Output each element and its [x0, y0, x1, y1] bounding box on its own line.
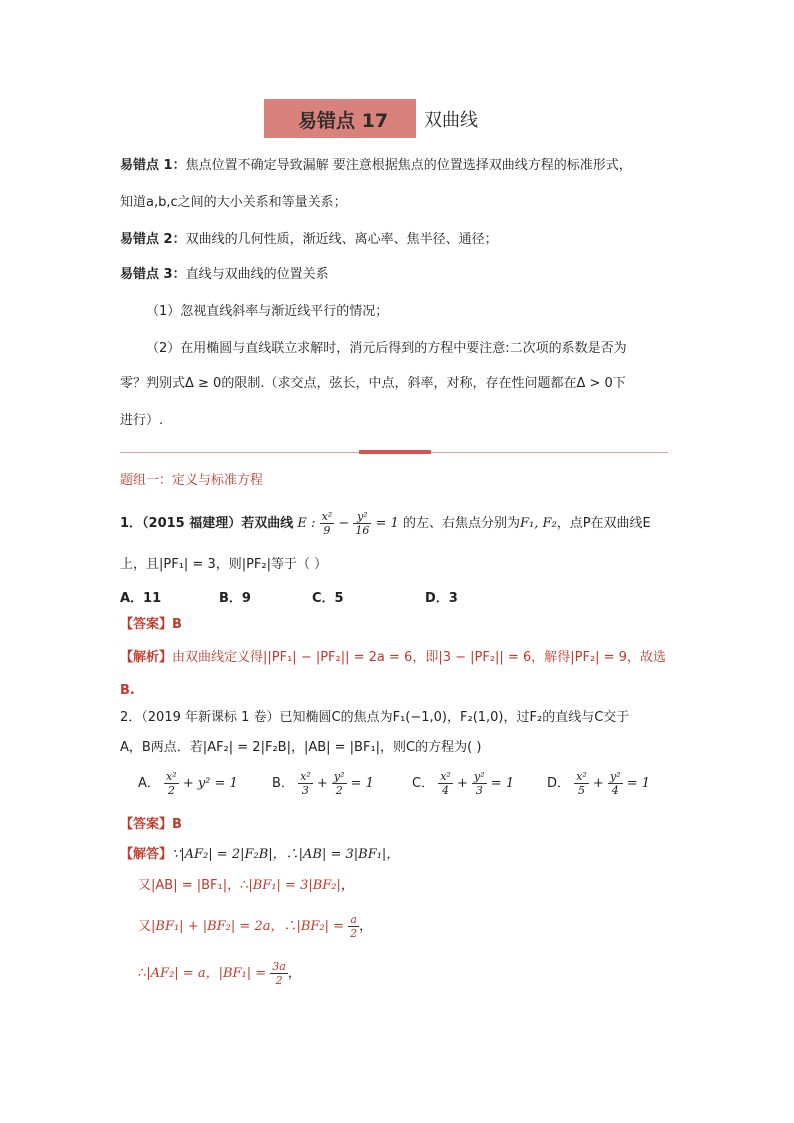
q1-frac-x-num: x² — [321, 510, 333, 523]
q1-foci: F₁, F₂ — [519, 516, 557, 531]
q1-option-a: A．11 — [120, 591, 162, 606]
q2-b-rest: = 1 — [350, 776, 374, 791]
q1-line1: 1．（2015 福建理）若双曲线 E : $\frac{\text{x²}}{9}$ − $\frac{\text{y²}}{16}$ = 1 的左、右焦点分别为F₁, F₂，点P在双曲线E — [120, 510, 651, 537]
q2-sol3-red: |BF₁| + |BF₂| = 2a，∴|BF₂| = — [151, 919, 345, 934]
intro-point-2 — [120, 232, 498, 248]
q1-mid: 的左、右焦点分别为 — [402, 516, 520, 531]
intro-point-1-line2: 知道a,b,c之间的大小关系和等量关系； — [120, 195, 347, 210]
q1-answer-label: 【答案】 — [120, 617, 173, 632]
group-heading: 题组一：定义与标准方程 — [120, 473, 264, 488]
q2-a-rest: + y² = 1 — [182, 776, 238, 791]
q1-eq-lhs: E : — [297, 516, 316, 531]
intro-point-3 — [120, 267, 329, 283]
q2-b-den1: 3 — [301, 784, 309, 797]
q2-b-den2: 2 — [335, 784, 343, 797]
point-3-sub-2a: （2）在用椭圆与直线联立求解时，消元后得到的方程中要注意:二次项的系数是否为 — [146, 341, 627, 356]
q1-frac-y-den: 16 — [355, 524, 370, 537]
q1-analysis-text: 由双曲线定义得||PF₁| − |PF₂|| = 2a = 6，即|3 − |PF₂|| = 6，解得|PF₂| = 9，故选 — [172, 650, 666, 665]
q2-d-den1: 5 — [577, 784, 585, 797]
q2-answer-label: 【答案】 — [120, 817, 173, 832]
q1-frac-x — [320, 510, 335, 537]
q2-answer — [120, 817, 182, 833]
q2-d-num2: y² — [609, 770, 621, 783]
q2-sol2-end: ， — [340, 878, 354, 893]
q2-c-num1: x² — [440, 770, 451, 783]
point-3-sub-2b: 零？判别式Δ ≥ 0的限制.（求交点，弦长，中点，斜率，对称，存在性问题都在Δ > 0下 — [120, 376, 626, 391]
point-3-text: 直线与双曲线的位置关系 — [185, 267, 329, 282]
q2-sol-line2 — [138, 878, 354, 894]
q2-a-num: x² — [166, 770, 177, 783]
q2-option-c-label: C． — [412, 776, 435, 791]
point-3-sub-2c: 进行）. — [120, 413, 164, 428]
q1-frac-y — [353, 510, 371, 537]
point-1-text: 焦点位置不确定导致漏解 要注意根据焦点的位置选择双曲线方程的标准形式， — [185, 158, 632, 173]
q2-sol4-end: ， — [287, 966, 301, 981]
q2-sol4-pre: ∴ — [138, 966, 147, 981]
q2-option-b-label: B． — [272, 776, 294, 791]
q2-d-rest: = 1 — [626, 776, 651, 791]
q2-c-rest: = 1 — [490, 776, 515, 791]
q2-answer-value: B — [172, 817, 182, 832]
q2-sol-line1 — [120, 847, 399, 863]
point-3-label: 易错点 3： — [120, 267, 186, 282]
q1-answer — [120, 617, 182, 633]
q1-frac-y-num: y² — [353, 510, 371, 524]
point-2-text: 双曲线的几何性质，渐近线、离心率、焦半径、通径； — [185, 232, 498, 247]
q2-sol3-end: ， — [359, 919, 373, 934]
point-3-sub-1: （1）忽视直线斜率与渐近线平行的情况； — [146, 304, 389, 319]
q2-option-b: B． $\frac{\text{x²}}{3}$ + $\frac{\text{y²}}{2}$ = 1 — [272, 770, 374, 797]
point-2-label: 易错点 2： — [120, 232, 186, 247]
q2-option-c: C． $\frac{\text{x²}}{4}$ + $\frac{\text{y²}}{3}$ = 1 — [412, 770, 515, 797]
q2-sol2-pre: 又|AB| = |BF₁|，∴ — [138, 878, 249, 893]
q2-a-den: 2 — [167, 784, 175, 797]
q2-c-den1: 4 — [442, 784, 450, 797]
q2-sol4-red: |AF₂| = a，|BF₁| = — [146, 966, 267, 981]
q1-option-c: C．5 — [312, 591, 344, 606]
q2-sol3-pre: 又 — [138, 919, 152, 934]
q1-answer-value: B — [172, 617, 182, 632]
q1-option-d: D．3 — [425, 591, 458, 606]
q2-sol1: ∵|AF₂| = 2|F₂B|，∴|AB| = 3|BF₁|， — [172, 847, 400, 862]
q2-line2: A，B两点．若|AF₂| = 2|F₂B|，|AB| = |BF₁|，则C的方程为( ) — [120, 740, 482, 755]
q2-sol-line4 — [138, 960, 301, 987]
q2-sol3-num: a — [348, 913, 359, 927]
q1-option-b: B．9 — [219, 591, 251, 606]
q2-sol-line3 — [138, 913, 372, 940]
title-subject: 双曲线 — [424, 110, 478, 131]
q2-sol3-den: 2 — [350, 927, 358, 940]
q2-sol4-den: 2 — [275, 974, 283, 987]
q2-sol-label: 【解答】 — [120, 847, 173, 862]
q2-option-a-label: A． — [138, 776, 160, 791]
q2-b-num1: x² — [300, 770, 311, 783]
q1-frac-x-den: 9 — [323, 524, 331, 537]
q2-c-num2: y² — [474, 770, 485, 783]
q1-eq-rhs: = 1 — [375, 516, 399, 531]
intro-point-1 — [120, 158, 632, 174]
title-badge: 易错点 17 — [298, 110, 389, 132]
q1-analysis — [120, 650, 666, 666]
q2-d-den2: 4 — [611, 784, 619, 797]
q1-analysis-label: 【解析】 — [120, 650, 173, 665]
point-1-label: 易错点 1： — [120, 158, 186, 173]
q2-option-a — [138, 770, 238, 797]
q1-analysis-end: B. — [120, 683, 135, 698]
q2-option-d: D． $\frac{\text{x²}}{5}$ + $\frac{\text{y²}}{4}$ = 1 — [547, 770, 651, 797]
q2-sol2-red: |BF₁| = 3|BF₂| — [248, 878, 341, 893]
q2-line1: 2．（2019 年新课标 1 卷）已知椭圆C的焦点为F₁(−1,0)，F₂(1,0)，过F₂的直线与C交于 — [120, 710, 630, 725]
q2-d-num1: x² — [576, 770, 587, 783]
q2-sol4-num: 3a — [272, 960, 286, 973]
q2-c-den2: 3 — [475, 784, 483, 797]
q1-end: ，点P在双曲线E — [556, 516, 651, 531]
q2-b-num2: y² — [333, 770, 345, 783]
q2-option-d-label: D． — [547, 776, 571, 791]
q1-line2: 上，且|PF₁| = 3，则|PF₂|等于（ ） — [120, 557, 328, 572]
section-divider-accent — [359, 450, 431, 454]
title-banner — [264, 99, 416, 138]
q1-prefix: 1．（2015 福建理）若双曲线 — [120, 516, 294, 531]
